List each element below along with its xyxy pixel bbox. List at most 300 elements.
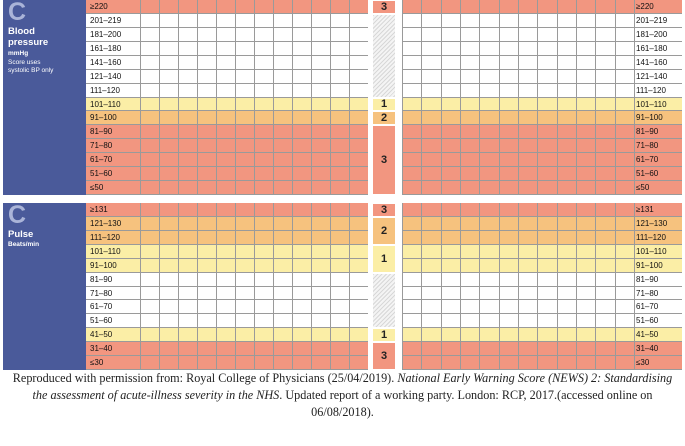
grid-line (311, 342, 312, 355)
grid-line (140, 42, 141, 55)
grid-line (537, 314, 538, 327)
grid-line (197, 14, 198, 27)
grid-line (441, 314, 442, 327)
grid-line (330, 0, 331, 13)
grid-line (235, 300, 236, 313)
grid-line (537, 111, 538, 124)
grid-line (518, 42, 519, 55)
grid-line (576, 111, 577, 124)
grid-line (235, 42, 236, 55)
bp-range-label-right: 71–80 (636, 141, 659, 151)
grid-line (460, 314, 461, 327)
grid-line (330, 28, 331, 41)
grid-line (216, 287, 217, 300)
grid-line (421, 314, 422, 327)
grid-line (197, 28, 198, 41)
grid-line (197, 0, 198, 13)
grid-line (197, 287, 198, 300)
grid-line (479, 356, 480, 369)
grid-line (479, 84, 480, 97)
grid-line (402, 42, 403, 55)
grid-line (292, 259, 293, 272)
grid-line (273, 125, 274, 138)
grid-line (615, 273, 616, 286)
grid-line (254, 300, 255, 313)
grid-line (349, 139, 350, 152)
grid-line (292, 203, 293, 216)
pulse-title: Pulse (8, 229, 34, 240)
grid-line (499, 0, 500, 13)
grid-line (311, 181, 312, 194)
grid-line (159, 42, 160, 55)
grid-line (402, 153, 403, 166)
blood-pressure-sidebar (3, 0, 86, 195)
grid-line (273, 203, 274, 216)
grid-line (421, 328, 422, 341)
grid-line (330, 273, 331, 286)
grid-line (273, 231, 274, 244)
grid-line (402, 231, 403, 244)
grid-line (499, 300, 500, 313)
grid-line (634, 356, 635, 369)
grid-line (634, 98, 635, 111)
pulse-score-box: 1 (373, 246, 395, 272)
grid-line (254, 0, 255, 13)
grid-line (235, 139, 236, 152)
grid-line (159, 70, 160, 83)
pulse-chart (3, 203, 682, 370)
grid-line (235, 245, 236, 258)
bp-range-label-right: 141–160 (636, 57, 668, 67)
pulse-score-box: 2 (373, 218, 395, 244)
grid-line (235, 153, 236, 166)
grid-line (499, 217, 500, 230)
grid-line (178, 70, 179, 83)
grid-line (197, 181, 198, 194)
bp-range-label-right: 201–219 (636, 15, 668, 25)
bp-range-label-right: 161–180 (636, 43, 668, 53)
grid-line (254, 111, 255, 124)
grid-line (140, 84, 141, 97)
grid-line (349, 84, 350, 97)
grid-line (595, 287, 596, 300)
grid-line (499, 328, 500, 341)
grid-line (557, 259, 558, 272)
grid-line (197, 139, 198, 152)
grid-line (499, 42, 500, 55)
bp-range-label-right: ≤50 (636, 183, 650, 193)
grid-line (595, 328, 596, 341)
grid-line (634, 245, 635, 258)
grid-line (402, 203, 403, 216)
grid-line (216, 217, 217, 230)
figure-caption: Reproduced with permission from: Royal College of Physicians (25/04/2019). National Early Warning Score (NEWS) 2: Standardising the assessment of acute-illness severity in the NHS. Updated report of a working party. London: RCP, 2017.(accessed online on 06/08/2018). (12, 371, 673, 419)
grid-line (460, 342, 461, 355)
grid-line (421, 217, 422, 230)
grid-line (402, 70, 403, 83)
pulse-range-label-left: 81–90 (90, 274, 113, 284)
grid-line (330, 328, 331, 341)
bp-score-box: 3 (373, 126, 395, 194)
grid-line (197, 42, 198, 55)
grid-line (479, 111, 480, 124)
grid-line (311, 314, 312, 327)
grid-line (518, 217, 519, 230)
grid-line (576, 314, 577, 327)
grid-line (140, 153, 141, 166)
grid-line (197, 356, 198, 369)
grid-line (537, 167, 538, 180)
grid-line (595, 153, 596, 166)
bp-range-label-left: 111–120 (90, 85, 120, 95)
grid-line (311, 70, 312, 83)
bp-range-label-left: 51–60 (90, 169, 113, 179)
grid-line (402, 28, 403, 41)
grid-line (421, 167, 422, 180)
grid-line (595, 356, 596, 369)
grid-line (235, 342, 236, 355)
grid-line (518, 231, 519, 244)
grid-line (518, 259, 519, 272)
grid-line (311, 139, 312, 152)
grid-line (140, 328, 141, 341)
grid-line (576, 328, 577, 341)
grid-line (197, 231, 198, 244)
grid-line (595, 139, 596, 152)
grid-line (140, 314, 141, 327)
grid-line (235, 356, 236, 369)
grid-line (311, 273, 312, 286)
grid-line (159, 245, 160, 258)
grid-line (140, 203, 141, 216)
grid-line (615, 84, 616, 97)
grid-line (595, 217, 596, 230)
grid-line (254, 56, 255, 69)
pulse-unit: Beats/min (8, 241, 40, 248)
grid-line (178, 139, 179, 152)
grid-line (349, 342, 350, 355)
grid-line (159, 84, 160, 97)
grid-line (499, 342, 500, 355)
grid-line (292, 287, 293, 300)
grid-line (273, 84, 274, 97)
grid-line (197, 203, 198, 216)
grid-line (421, 153, 422, 166)
grid-line (311, 259, 312, 272)
grid-line (479, 300, 480, 313)
grid-line (216, 181, 217, 194)
grid-line (557, 314, 558, 327)
grid-line (576, 0, 577, 13)
grid-line (595, 231, 596, 244)
grid-line (441, 217, 442, 230)
grid-line (330, 111, 331, 124)
pulse-range-label-left: ≤30 (90, 358, 104, 368)
grid-line (254, 98, 255, 111)
grid-line (634, 42, 635, 55)
grid-line (273, 111, 274, 124)
grid-line (615, 56, 616, 69)
blood-pressure-score-column (373, 0, 395, 195)
grid-line (349, 259, 350, 272)
grid-line (460, 203, 461, 216)
grid-line (159, 287, 160, 300)
grid-line (499, 181, 500, 194)
grid-line (441, 139, 442, 152)
grid-line (441, 328, 442, 341)
grid-line (402, 356, 403, 369)
grid-line (292, 217, 293, 230)
grid-line (197, 314, 198, 327)
grid-line (216, 231, 217, 244)
grid-line (595, 98, 596, 111)
pulse-range-label-left: 111–120 (90, 232, 120, 242)
grid-line (273, 300, 274, 313)
grid-line (557, 245, 558, 258)
pulse-range-label-left: 71–80 (90, 288, 113, 298)
grid-line (557, 14, 558, 27)
grid-line (159, 217, 160, 230)
grid-line (159, 259, 160, 272)
grid-line (235, 231, 236, 244)
grid-line (402, 139, 403, 152)
grid-line (402, 111, 403, 124)
grid-line (518, 153, 519, 166)
grid-line (634, 328, 635, 341)
grid-line (273, 314, 274, 327)
grid-line (349, 203, 350, 216)
grid-line (441, 28, 442, 41)
grid-line (460, 245, 461, 258)
grid-line (330, 300, 331, 313)
grid-line (159, 167, 160, 180)
grid-line (537, 42, 538, 55)
grid-line (441, 300, 442, 313)
grid-line (634, 70, 635, 83)
grid-line (216, 28, 217, 41)
grid-line (441, 98, 442, 111)
grid-line (178, 259, 179, 272)
grid-line (499, 14, 500, 27)
grid-line (518, 245, 519, 258)
grid-line (235, 328, 236, 341)
grid-line (178, 111, 179, 124)
grid-line (349, 14, 350, 27)
pulse-range-label-left: ≥131 (90, 205, 108, 214)
pulse-range-label-right: 81–90 (636, 274, 659, 284)
grid-line (402, 328, 403, 341)
grid-line (460, 98, 461, 111)
grid-line (235, 217, 236, 230)
grid-line (595, 42, 596, 55)
grid-line (518, 98, 519, 111)
grid-line (254, 42, 255, 55)
grid-line (235, 125, 236, 138)
grid-line (576, 42, 577, 55)
pulse-range-label-right: 41–50 (636, 330, 659, 340)
grid-line (273, 217, 274, 230)
grid-line (537, 217, 538, 230)
grid-line (402, 98, 403, 111)
grid-line (273, 245, 274, 258)
grid-line (292, 231, 293, 244)
grid-line (441, 111, 442, 124)
grid-line (479, 70, 480, 83)
grid-line (499, 356, 500, 369)
grid-line (311, 42, 312, 55)
grid-line (254, 217, 255, 230)
grid-line (178, 328, 179, 341)
grid-line (518, 273, 519, 286)
grid-line (441, 0, 442, 13)
bp-range-label-left: ≥220 (90, 2, 108, 11)
grid-line (595, 203, 596, 216)
grid-line (460, 14, 461, 27)
grid-line (557, 98, 558, 111)
grid-line (235, 181, 236, 194)
grid-line (518, 356, 519, 369)
grid-line (311, 217, 312, 230)
grid-line (576, 181, 577, 194)
grid-line (557, 217, 558, 230)
grid-line (402, 84, 403, 97)
grid-line (499, 203, 500, 216)
grid-line (537, 273, 538, 286)
grid-line (292, 139, 293, 152)
grid-line (518, 328, 519, 341)
grid-line (537, 70, 538, 83)
grid-line (595, 342, 596, 355)
grid-line (311, 98, 312, 111)
grid-line (178, 356, 179, 369)
pulse-range-label-left: 61–70 (90, 302, 113, 312)
grid-line (178, 0, 179, 13)
grid-line (178, 300, 179, 313)
grid-line (634, 84, 635, 97)
grid-line (216, 111, 217, 124)
grid-line (557, 84, 558, 97)
grid-line (216, 84, 217, 97)
grid-line (537, 28, 538, 41)
grid-line (235, 14, 236, 27)
grid-line (518, 342, 519, 355)
grid-line (178, 42, 179, 55)
grid-line (330, 287, 331, 300)
grid-line (178, 125, 179, 138)
grid-line (235, 167, 236, 180)
grid-line (197, 328, 198, 341)
grid-line (634, 14, 635, 27)
grid-line (254, 314, 255, 327)
grid-line (537, 259, 538, 272)
grid-line (421, 356, 422, 369)
pulse-range-label-right: 61–70 (636, 302, 659, 312)
grid-line (557, 111, 558, 124)
grid-line (311, 245, 312, 258)
grid-line (576, 14, 577, 27)
grid-line (330, 231, 331, 244)
grid-line (330, 153, 331, 166)
grid-line (421, 98, 422, 111)
bp-range-label-right: 51–60 (636, 169, 659, 179)
grid-line (216, 70, 217, 83)
grid-line (576, 273, 577, 286)
grid-line (311, 56, 312, 69)
grid-line (518, 111, 519, 124)
grid-line (557, 42, 558, 55)
grid-line (349, 328, 350, 341)
grid-line (421, 84, 422, 97)
grid-line (615, 181, 616, 194)
grid-line (349, 0, 350, 13)
grid-line (235, 70, 236, 83)
grid-line (273, 342, 274, 355)
grid-line (499, 70, 500, 83)
grid-line (292, 181, 293, 194)
grid-line (479, 14, 480, 27)
grid-line (576, 28, 577, 41)
grid-line (178, 98, 179, 111)
grid-line (402, 273, 403, 286)
grid-line (441, 70, 442, 83)
grid-line (615, 14, 616, 27)
grid-line (330, 42, 331, 55)
grid-line (216, 300, 217, 313)
grid-line (402, 14, 403, 27)
bp-range-label-left: 141–160 (90, 57, 122, 67)
grid-line (479, 181, 480, 194)
grid-line (576, 84, 577, 97)
grid-line (595, 14, 596, 27)
grid-line (421, 14, 422, 27)
grid-line (140, 217, 141, 230)
grid-line (330, 70, 331, 83)
grid-line (349, 287, 350, 300)
grid-line (140, 28, 141, 41)
grid-line (479, 28, 480, 41)
grid-line (634, 203, 635, 216)
grid-line (460, 287, 461, 300)
grid-line (178, 217, 179, 230)
grid-line (402, 217, 403, 230)
grid-line (441, 167, 442, 180)
grid-line (518, 56, 519, 69)
pulse-range-label-right: 121–130 (636, 218, 668, 228)
grid-line (634, 167, 635, 180)
grid-line (460, 84, 461, 97)
grid-line (499, 287, 500, 300)
grid-line (537, 98, 538, 111)
grid-line (557, 139, 558, 152)
pulse-range-label-left: 41–50 (90, 330, 113, 340)
grid-line (518, 0, 519, 13)
grid-line (254, 28, 255, 41)
grid-line (216, 98, 217, 111)
grid-line (254, 181, 255, 194)
grid-line (479, 153, 480, 166)
grid-line (441, 181, 442, 194)
grid-line (159, 342, 160, 355)
grid-line (421, 245, 422, 258)
grid-line (349, 42, 350, 55)
grid-line (402, 287, 403, 300)
bp-range-label-left: 71–80 (90, 141, 113, 151)
grid-line (615, 203, 616, 216)
grid-line (254, 153, 255, 166)
grid-line (216, 342, 217, 355)
grid-line (595, 273, 596, 286)
grid-line (330, 181, 331, 194)
